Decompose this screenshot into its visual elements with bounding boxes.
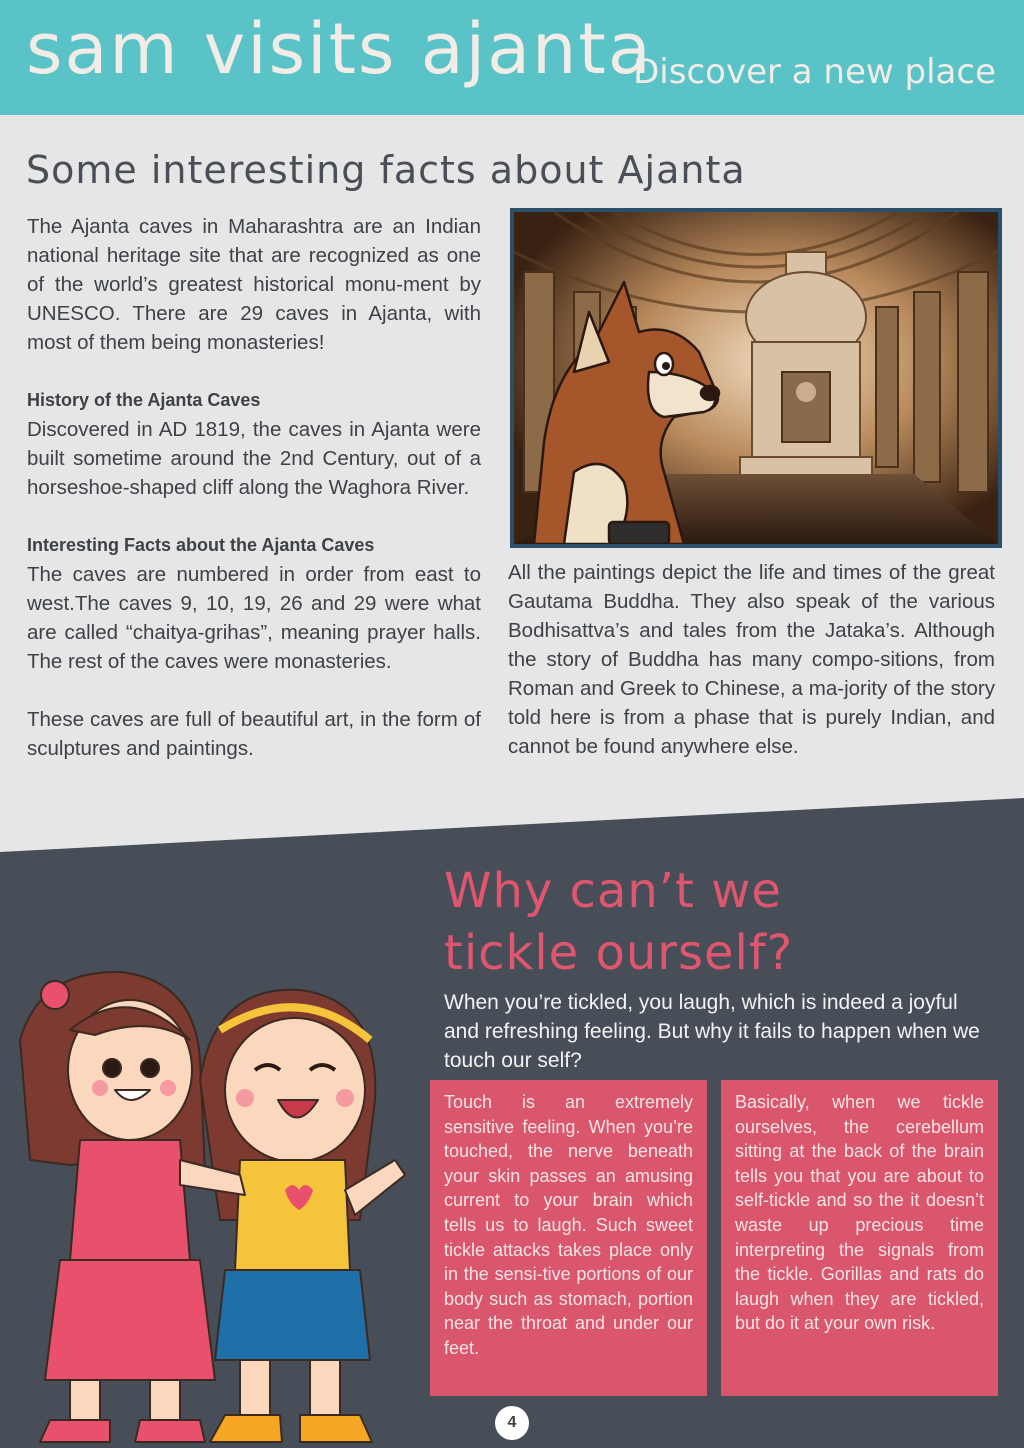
history-text: Discovered in AD 1819, the caves in Ajanta were built sometime around the 2nd Century, out of a horseshoe-shaped cliff along the Waghora River. — [27, 418, 481, 499]
section-heading: Some interesting facts about Ajanta — [26, 148, 746, 192]
art-paragraph: These caves are full of beautiful art, in the form of sculptures and paintings. — [27, 708, 481, 760]
magazine-title: sam visits ajanta — [26, 8, 653, 90]
intro-paragraph: The Ajanta caves in Maharashtra are an Indian national heritage site that are recognized as one of the world’s greatest historical monu-ment by UNESCO. There are 29 caves in Ajanta, with most of them being monasteries! — [27, 215, 481, 354]
tickle-box-left: Touch is an extremely sensitive feeling. When you’re touched, the nerve beneath your skin passes an amusing current to your brain which tells us to laugh. Such sweet tickle attacks takes place only in the sensi-tive portions of our body such as stomach, portion near the throat and under our feet. — [430, 1080, 707, 1396]
history-heading: History of the Ajanta Caves — [27, 390, 261, 410]
girls-illustration — [0, 960, 420, 1448]
interesting-text: The caves are numbered in order from east to west.The caves 9, 10, 19, 26 and 29 were what are called “chaitya-grihas”, meaning prayer halls. The rest of the caves were monasteries. — [27, 563, 481, 673]
magazine-subtitle: Discover a new place — [633, 52, 996, 92]
interesting-heading: Interesting Facts about the Ajanta Caves — [27, 535, 375, 555]
tickle-title-line-1: Why can’t we — [444, 863, 782, 919]
tickle-title — [444, 860, 1004, 984]
tickle-title-line-2: tickle ourself? — [444, 925, 794, 981]
paintings-paragraph: All the paintings depict the life and times of the great Gautama Buddha. They also speak of the various Bodhisattva’s and tales from the Jataka’s. Although the story of Buddha has many compo-sitions, from Roman and Greek to Chinese, a ma-jority of the story told here is from a phase that is purely Indian, and cannot be found anywhere else. — [508, 561, 995, 758]
tickle-intro: When you’re tickled, you laugh, which is indeed a joyful and refreshing feeling. But why it fails to happen when we touch our self? — [444, 991, 980, 1072]
tickle-box-right: Basically, when we tickle ourselves, the cerebellum sitting at the back of the brain tells you that you are about to self-tickle and so the it doesn’t waste up precious time interpreting the signals from the tickle. Gorillas and rats do laugh when they are tickled, but do it at your own risk. — [721, 1080, 998, 1396]
page-number: 4 — [495, 1406, 529, 1440]
